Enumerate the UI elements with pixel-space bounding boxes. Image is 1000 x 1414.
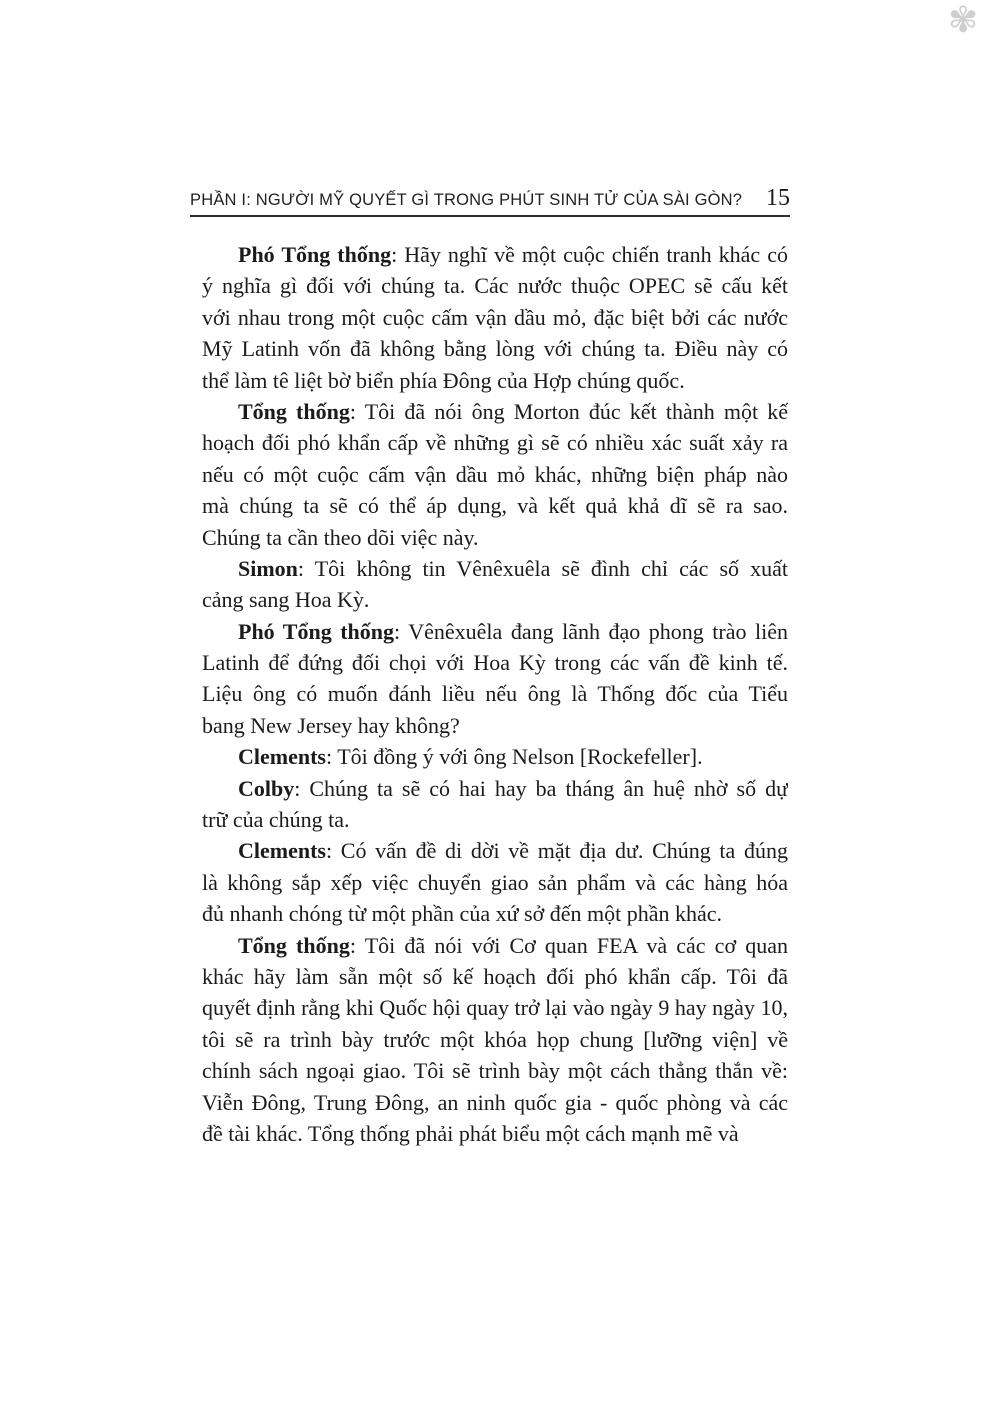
- paragraph: [202, 239, 788, 396]
- page-body: [202, 239, 788, 1149]
- text-line: cảng sang Hoa Kỳ.: [202, 587, 370, 613]
- text-line: với nhau trong một cuộc cấm vận dầu mỏ, đặc biệt bởi các nước: [202, 304, 788, 330]
- speaker-name: Clements: [238, 838, 326, 864]
- speaker-name: Clements: [238, 744, 326, 770]
- text-line: nếu có một cuộc cấm vận dầu mỏ khác, những biện pháp nào: [202, 461, 788, 487]
- page-header: [190, 186, 790, 217]
- speaker-name: Phó Tổng thống: [238, 242, 392, 267]
- text-line: Chúng ta cần theo dõi việc này.: [202, 524, 479, 550]
- text-line: đủ nhanh chóng từ một phần của xứ sở đến một phần khác.: [202, 901, 722, 927]
- paragraph: [202, 835, 788, 929]
- speaker-name: Colby: [238, 775, 295, 801]
- speaker-name: Simon: [238, 555, 298, 581]
- text-line: khác hãy làm sẵn một số kế hoạch đối phó khẩn cấp. Tôi đã: [202, 963, 788, 989]
- paragraph: [202, 930, 788, 1150]
- text-line: Liệu ông có muốn đánh liều nếu ông là Thống đốc của Tiểu: [202, 681, 788, 707]
- text-line: quyết định rằng khi Quốc hội quay trở lại vào ngày 9 hay ngày 10,: [202, 995, 788, 1021]
- speaker-name: Tổng thống: [238, 398, 350, 424]
- text-line: Viễn Đông, Trung Đông, an ninh quốc gia - quốc phòng và các: [202, 1089, 788, 1115]
- text-line: trữ của chúng ta.: [202, 807, 350, 833]
- speaker-name: Phó Tổng thống: [238, 618, 395, 644]
- text-line: Clements: Tôi đồng ý với ông Nelson [Rockefeller].: [238, 744, 703, 770]
- text-line: chính sách ngoại giao. Tôi sẽ trình bày một cách thẳng thắn về:: [202, 1058, 788, 1084]
- text-line: bang New Jersey hay không?: [202, 712, 460, 738]
- text-line: ý nghĩa gì đối với chúng ta. Các nước thuộc OPEC sẽ cấu kết: [202, 273, 788, 299]
- running-header-title: PHẦN I: NGƯỜI MỸ QUYẾT GÌ TRONG PHÚT SINH TỬ CỦA SÀI GÒN?: [190, 191, 743, 209]
- text-line: Simon: Tôi không tin Vênêxuêla sẽ đình chỉ các số xuất: [238, 555, 788, 581]
- text-line: Mỹ Latinh vốn đã không bằng lòng với chúng ta. Điều này có: [202, 336, 788, 362]
- text-line: Latinh để đứng đối chọi với Hoa Kỳ trong các vấn đề kinh tế.: [202, 650, 788, 676]
- text-line: Phó Tổng thống: Vênêxuêla đang lãnh đạo phong trào liên: [238, 618, 788, 644]
- text-line: hoạch đối phó khẩn cấp về những gì sẽ có nhiều xác suất xảy ra: [202, 430, 788, 456]
- page-number: 15: [766, 185, 790, 211]
- text-line: Tổng thống: Tôi đã nói ông Morton đúc kết thành một kế: [238, 398, 788, 424]
- text-line: là không sắp xếp việc chuyển giao sản phẩm và các hàng hóa: [202, 869, 788, 895]
- paragraph: [202, 616, 788, 742]
- text-line: tôi sẽ ra trình bày trước một khóa họp chung [lưỡng viện] về: [202, 1026, 788, 1052]
- text-line: Phó Tổng thống: Hãy nghĩ về một cuộc chiến tranh khác có: [238, 242, 788, 267]
- paragraph: [202, 773, 788, 836]
- paragraph: [202, 396, 788, 553]
- paragraph: [202, 553, 788, 616]
- text-line: Clements: Có vấn đề di dời về mặt địa dư. Chúng ta đúng: [238, 838, 788, 864]
- speaker-name: Tổng thống: [238, 932, 350, 958]
- text-line: thể làm tê liệt bờ biển phía Đông của Hợp chúng quốc.: [202, 367, 685, 393]
- flower-icon: ✾: [948, 0, 979, 40]
- text-line: đề tài khác. Tổng thống phải phát biểu một cách mạnh mẽ và: [202, 1120, 739, 1146]
- text-line: Colby: Chúng ta sẽ có hai hay ba tháng ân huệ nhờ số dự: [238, 775, 788, 801]
- paragraph: [202, 741, 788, 772]
- text-line: mà chúng ta sẽ có thể áp dụng, và kết quả khả dĩ sẽ ra sao.: [202, 493, 788, 519]
- text-line: Tổng thống: Tôi đã nói với Cơ quan FEA và các cơ quan: [238, 932, 788, 958]
